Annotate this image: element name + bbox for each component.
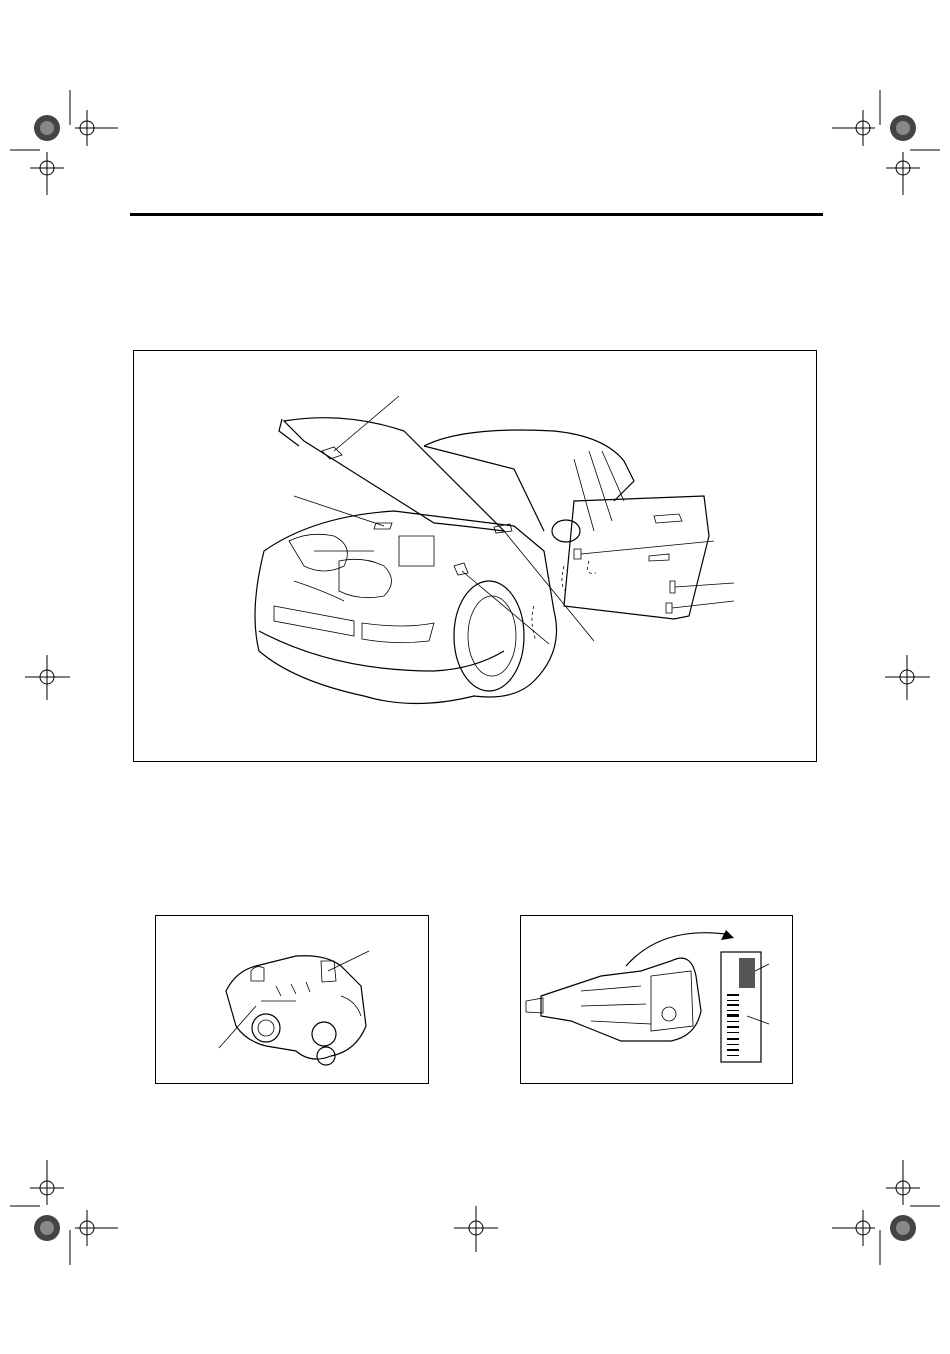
crop-mark-top-right bbox=[820, 80, 950, 200]
barcode-icon bbox=[727, 958, 755, 1056]
car-label-locations-icon bbox=[134, 351, 816, 761]
crop-mark-bottom-left bbox=[0, 1150, 130, 1270]
transmission-figure bbox=[520, 915, 793, 1084]
engine-icon bbox=[156, 916, 428, 1083]
header-rule bbox=[130, 213, 823, 216]
crop-mark-mid-left bbox=[20, 650, 80, 710]
transmission-icon bbox=[521, 916, 792, 1083]
engine-figure bbox=[155, 915, 429, 1084]
vehicle-label-locations-figure bbox=[133, 350, 817, 762]
crop-mark-top-left bbox=[0, 80, 130, 200]
crop-mark-bottom-right bbox=[820, 1150, 950, 1270]
crop-mark-bottom-center bbox=[446, 1200, 506, 1260]
crop-mark-mid-right bbox=[880, 650, 940, 710]
